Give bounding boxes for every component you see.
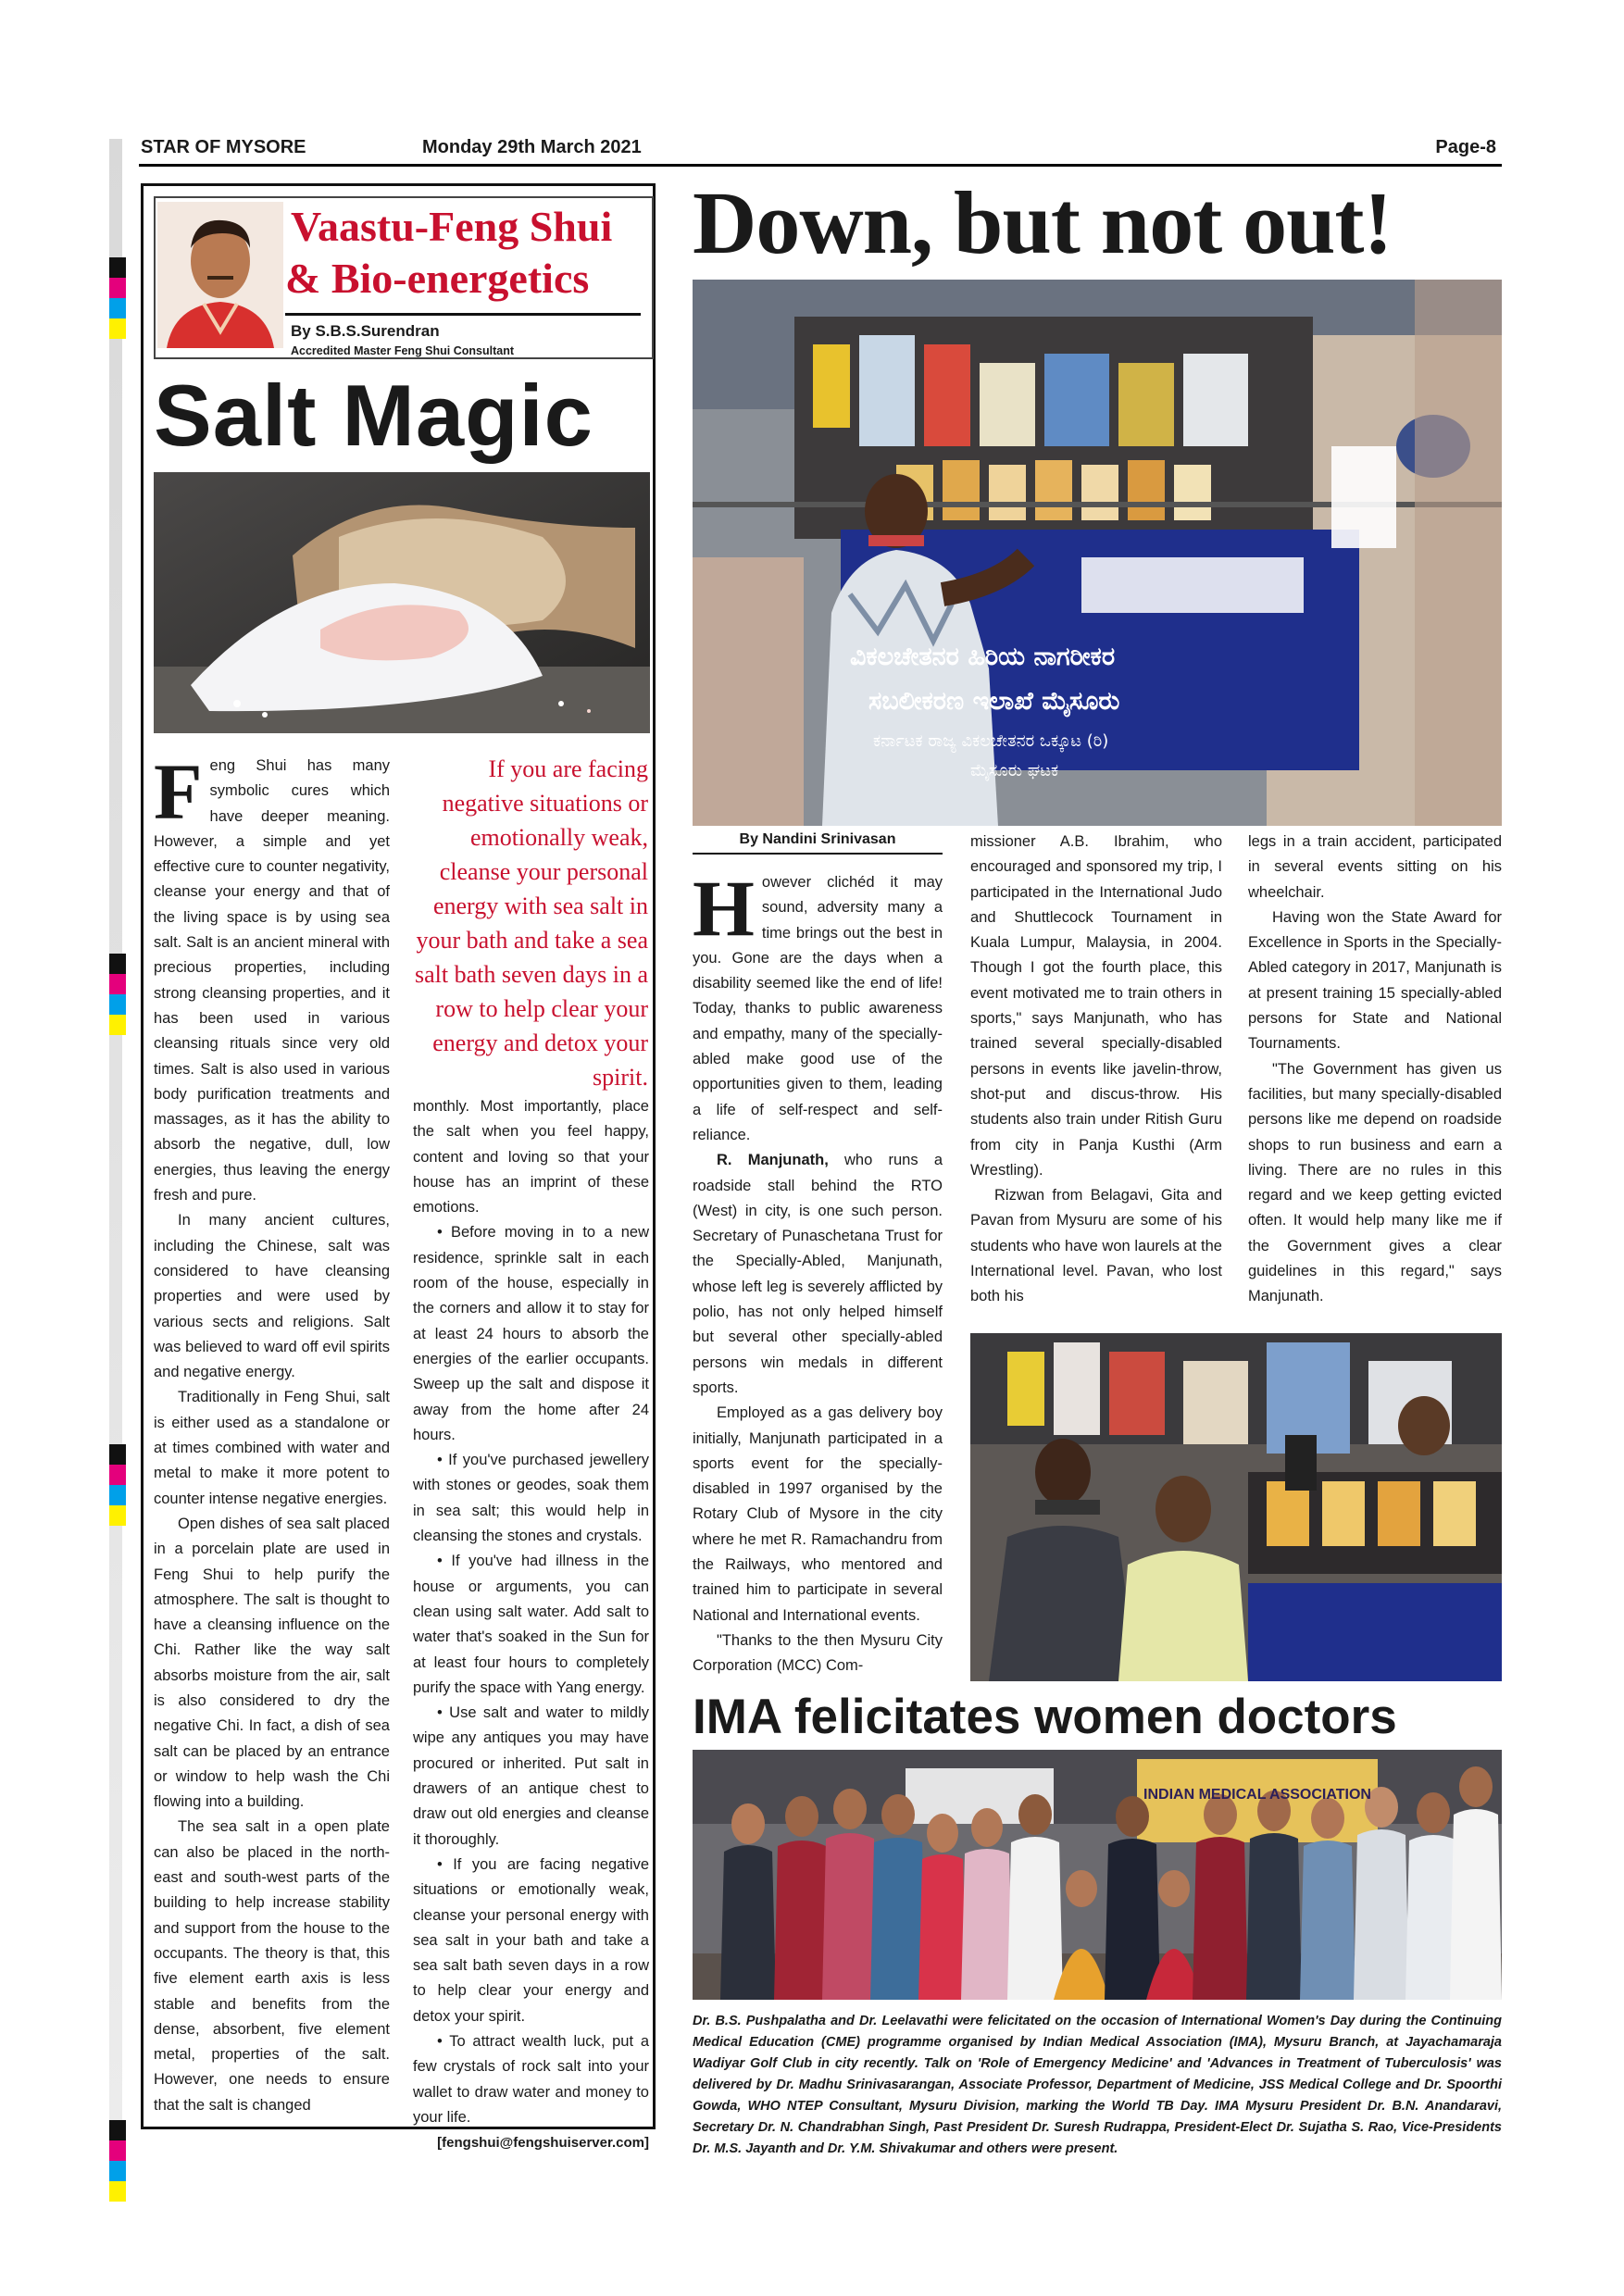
header-rule — [139, 164, 1502, 167]
story-headline: Down, but not out! — [693, 173, 1393, 272]
stall-visitors-photo — [970, 1333, 1502, 1681]
color-registration-marks — [109, 2120, 126, 2202]
stall-sign-line4: ಮೈಸೂರು ಘಟಕ — [970, 761, 1059, 780]
ima-group-photo — [693, 1750, 1502, 2000]
roadside-stall-photo — [693, 280, 1502, 826]
article-headline: Salt Magic — [154, 367, 593, 464]
stall-sign-line3: ಕರ್ನಾಟಕ ರಾಜ್ಯ ವಿಕಲಚೇತನರ ಒಕ್ಕೂಟ (ರಿ) — [873, 731, 1109, 751]
ima-banner-text: INDIAN MEDICAL ASSOCIATION — [1143, 1787, 1371, 1803]
tip-item: • To attract wealth luck, put a few crystals of rock salt into your wallet to draw water and money to your life. — [413, 2032, 649, 2126]
color-registration-marks — [109, 1444, 126, 1526]
page-number: Page-8 — [1435, 137, 1496, 157]
column-paragraph: Open dishes of sea salt placed in a porcelain plate are used in Feng Shui to help purify the atmosphere. The salt is thought to have a cleansing influence on the Chi. Rather like the way salt absorbs moisture from the air, salt is also considered to dry the negative Chi. In fact, a dish of sea salt can be placed by an entrance or window to help wash the Chi flowing into a building. — [154, 1515, 390, 1811]
drop-cap: H — [693, 864, 755, 953]
story-text-col2 — [970, 830, 1222, 1310]
salt-sack-photo — [154, 472, 650, 733]
column-credential: Accredited Master Feng Shui Consultant — [291, 344, 515, 357]
story-paragraph: "Thanks to the then Mysuru City Corporation (MCC) Com- — [693, 1631, 943, 1675]
tip-item: • If you've purchased jewellery with stones or geodes, soak them in sea salt; this would help in cleansing the stones and crystals. — [413, 1452, 649, 1545]
ima-headline: IMA felicitates women doctors — [693, 1690, 1397, 1744]
columnist-email: [fengshui@fengshuiserver.com] — [437, 2135, 649, 2152]
column-text-col2 — [413, 1094, 649, 2155]
story-byline: By Nandini Srinivasan — [693, 831, 943, 855]
story-paragraph: owever clichéd it may sound, adversity many a time brings out the best in you. Gone are the days when a disability seemed like the end of life! Today, thanks to public awareness and empathy, many of the specially-abled make good use of the opportunities given to them, leading a life of self-respect and self-reliance. — [693, 874, 943, 1143]
story-text-col1 — [693, 864, 943, 1679]
color-registration-marks — [109, 257, 126, 339]
story-paragraph: Employed as a gas delivery boy initially, Manjunath participated in a sports event for the specially-disabled in 1997 organised by the Rotary Club of Mysore in the city where he met R. Ramachandru from the Railways, who mentored and trained him to participate in several National and International events. — [693, 1404, 943, 1624]
pull-quote: If you are facing negative situations or emotionally weak, cleanse your personal energy with sea salt in your bath and take a sea salt bath seven days in a row to help clear your energy and detox your spirit. — [415, 755, 648, 1091]
column-title-line1: Vaastu-Feng Shui — [291, 203, 613, 250]
story-paragraph: "The Government has given us facilities, but many specially-disabled persons like me depend on roadside shops to run business and earn a living. There are no rules in this regard and we keep getting evicted often. It would help many like me if the Government gives a clear guidelines in this regard," says Manjunath. — [1248, 1060, 1502, 1305]
tip-item: • Use salt and water to mildly wipe any antiques you may have procured or inherited. Put salt in drawers of an antique chest to draw out old energies and cleanse it thoroughly. — [413, 1704, 649, 1848]
column-paragraph: monthly. Most importantly, place the salt when you feel happy, content and loving so that your house has an imprint of these emotions. — [413, 1098, 649, 1217]
column-paragraph: eng Shui has many symbolic cures which have deeper meaning. However, a simple and yet effective cure to counter negativity, cleanse your energy and that of the living space is by using sea salt. Salt is an ancient mineral with precious properties, including strong cleansing properties, and it has been used in various cleansing rituals since very old times. Salt is also used in various body purification treatments and massages, as it has the ability to absorb the negative, dull, low energies, thus leaving the energy fresh and pure. — [154, 757, 390, 1204]
columnist-photo — [157, 202, 283, 348]
story-text-col3 — [1248, 830, 1502, 1310]
columnist-banner — [154, 196, 654, 359]
column-paragraph: The sea salt in a open plate can also be placed in the north-east and south-west parts of the building to help increase stability and support from the house to the occupants. The theory is that, this five element earth axis is less stable and benefits from the dense, absorbent, five element metal, properties of the salt. However, one needs to ensure that the salt is changed — [154, 1818, 390, 2114]
story-name-highlight: R. Manjunath, — [717, 1152, 829, 1169]
story-paragraph: missioner A.B. Ibrahim, who encouraged and sponsored my trip, I participated in the International Judo and Shuttlecock Tournament in Kuala Lumpur, Malaysia, in 2004. Though I got the fourth place, this event motivated me to train others in sports," says Manjunath, who has trained several specially-disabled persons in events like javelin-throw, shot-put and discus-throw. His students also train under Ritish Guru from city in Panja Kusthi (Arm Wrestling). — [970, 833, 1222, 1179]
ima-photo-caption: Dr. B.S. Pushpalatha and Dr. Leelavathi were felicitated on the occasion of International Women's Day during the Continuing Medical Education (CME) programme organised by Indian Medical Association (IMA), Mysuru Branch, at Jayachamaraja Wadiyar Golf Club in city recently. Talk on 'Role of Emergency Medicine' and 'Advances in Treatment of Tuberculosis' was delivered by Dr. Madhu Srinivasarangan, Associate Professor, Department of Medicine, JSS Medical College and Dr. Spoorthi Gowda, WHO NTEP Consultant, Mysuru Division, marking the World TB Day. IMA Mysuru President Dr. B.N. Anandaravi, Secretary Dr. N. Chandrabhan Singh, Past President Dr. Suresh Rudrappa, President-Elect Dr. Sujatha S. Rao, Vice-Presidents Dr. M.S. Jayanth and Dr. Y.M. Shivakumar and others were present. — [693, 2014, 1502, 2156]
tip-item: • Before moving in to a new residence, sprinkle salt in each room of the house, especially in the corners and allow it to stay for at least 24 hours to absorb the energies of the earlier occupants. Sweep up the salt and dispose it away from the home after 24 hours. — [413, 1224, 649, 1443]
drop-cap: F — [154, 747, 203, 836]
column-paragraph: In many ancient cultures, including the Chinese, salt was considered to have cleansing properties and were used by various sects and religions. Salt was believed to ward off evil spirits and negative energy. — [154, 1212, 390, 1381]
color-registration-marks — [109, 954, 126, 1035]
title-underline — [285, 313, 641, 316]
stall-sign-line1: ವಿಕಲಚೇತನರ ಹಿರಿಯ ನಾಗರೀಕರ — [850, 643, 1116, 671]
story-paragraph: Rizwan from Belagavi, Gita and Pavan from Mysuru are some of his students who have won laurels at the International level. Pavan, who lost both his — [970, 1187, 1222, 1305]
registration-bar — [109, 139, 122, 2139]
issue-date: Monday 29th March 2021 — [422, 137, 642, 157]
column-byline: By S.B.S.Surendran — [291, 322, 440, 340]
stall-sign-line2: ಸಬಲೀಕರಣ ಇಲಾಖೆ ಮೈಸೂರು — [868, 687, 1120, 716]
story-paragraph: who runs a roadside stall behind the RTO (West) in city, is one such person. Secretary of Punaschetana Trust for the Specially-Abled, Manjunath, whose left leg is severely afflicted by polio, has not only helped himself but several other specially-abled persons win medals in different sports. — [693, 1152, 943, 1396]
column-text-col1 — [154, 747, 390, 2118]
tip-item: • If you've had illness in the house or arguments, you can clean using salt water. Add salt to water that's soaked in the Sun for at least four hours to completely purify the space with Yang energy. — [413, 1553, 649, 1696]
story-paragraph: Having won the State Award for Excellence in Sports in the Specially-Abled category in 2017, Manjunath is at present training 15 specially-abled persons for State and National Tournaments. — [1248, 908, 1502, 1053]
tip-item: • If you are facing negative situations or emotionally weak, cleanse your personal energy with sea salt in your bath and take a sea salt bath seven days in a row to help clear your energy and detox your spirit. — [413, 1855, 649, 2025]
paper-name: STAR OF MYSORE — [141, 137, 306, 157]
column-title-line2: & Bio-energetics — [285, 255, 590, 302]
column-paragraph: Traditionally in Feng Shui, salt is either used as a standalone or at times combined with water and metal to make it more potent to counter intense negative energies. — [154, 1389, 390, 1507]
story-paragraph: legs in a train accident, participated in several events sitting on his wheelchair. — [1248, 833, 1502, 901]
